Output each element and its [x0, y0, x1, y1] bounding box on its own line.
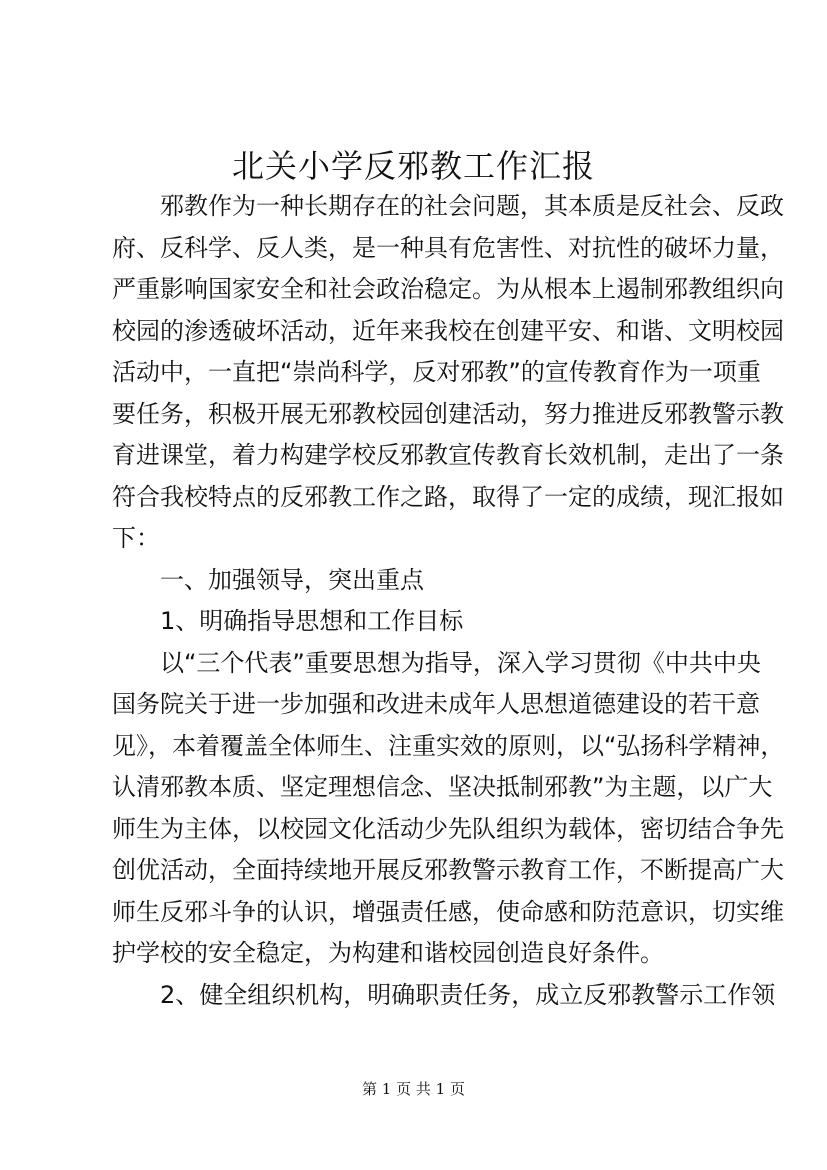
body-line: 师生为主体，以校园文化活动少先队组织为载体，密切结合争先	[112, 814, 784, 843]
document-title: 北关小学反邪教工作汇报	[231, 147, 595, 185]
body-line: 邪教作为一种长期存在的社会问题，其本质是反社会、反政	[160, 192, 784, 220]
body-line: 创优活动，全面持续地开展反邪教警示教育工作，不断提高广大	[112, 856, 784, 884]
body-line: 师生反邪斗争的认识，增强责任感，使命感和防范意识，切实维	[112, 897, 784, 926]
page-footer: 第 1 页 共 1 页	[362, 1080, 465, 1098]
body-line: 见》，本着覆盖全体师生、注重实效的原则，以“弘扬科学精神，	[112, 731, 785, 760]
body-line: 严重影响国家安全和社会政治稳定。为从根本上遏制邪教组织向	[112, 275, 784, 303]
body-line: 下：	[112, 524, 160, 552]
body-line: 要任务，积极开展无邪教校园创建活动，努力推进反邪教警示教	[112, 399, 784, 428]
body-line: 校园的渗透破坏活动，近年来我校在创建平安、和谐、文明校园	[112, 316, 784, 345]
body-line: 2、健全组织机构，明确职责任务，成立反邪教警示工作领	[160, 980, 776, 1009]
body-line: 国务院关于进一步加强和改进未成年人思想道德建设的若干意	[112, 690, 760, 718]
body-line: 一、加强领导，突出重点	[160, 565, 424, 594]
body-line: 活动中，一直把“崇尚科学，反对邪教”的宣传教育作为一项重	[112, 358, 761, 386]
body-line: 府、反科学、反人类，是一种具有危害性、对抗性的破坏力量，	[112, 233, 784, 262]
body-line: 育进课堂，着力构建学校反邪教宣传教育长效机制，走出了一条	[112, 441, 784, 469]
body-line: 以“三个代表”重要思想为指导，深入学习贯彻《中共中央	[160, 648, 761, 677]
body-line: 符合我校特点的反邪教工作之路，取得了一定的成绩，现汇报如	[112, 482, 784, 511]
document-body	[112, 186, 785, 1016]
body-line: 护学校的安全稳定，为构建和谐校园创造良好条件。	[112, 939, 664, 967]
body-line: 认清邪教本质、坚定理想信念、坚决抵制邪教”为主题，以广大	[112, 773, 773, 801]
body-line: 1、明确指导思想和工作目标	[160, 607, 464, 635]
